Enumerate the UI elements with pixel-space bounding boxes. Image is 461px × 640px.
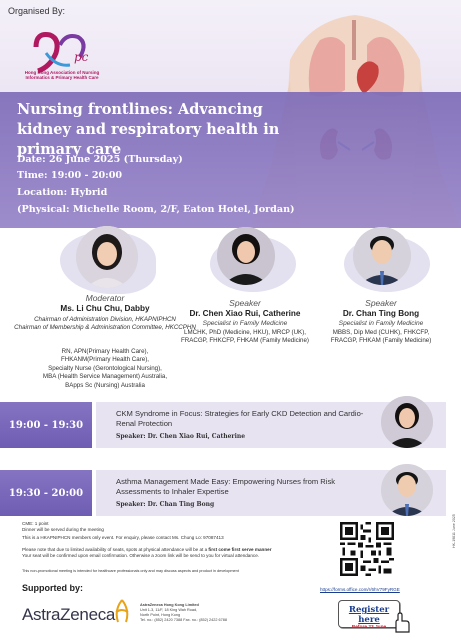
sponsor-address-line: Tel. no.: (852) 2420 7388 Fax. no.: (852) 2422 6788 [140,618,227,622]
moderator-photo [76,226,138,288]
logo-caption: Hong Kong Association of Nursing Informatics & Primary Health Care [24,70,100,80]
moderator-credential: BApps Sc (Nursing) Australia [65,381,145,389]
speaker1-photo [217,227,275,285]
svg-text:pc: pc [74,50,89,64]
speaker2-title: Specialist in Family Medicine [338,320,424,327]
event-venue: (Physical: Michelle Room, 2/F, Eaton Hotel, Jordan) [17,204,295,215]
notes-block [22,521,322,574]
speaker2-role: Speaker [365,298,397,308]
moderator-credential: FHKANM(Primary Health Care), [60,356,149,364]
moderator-name: Ms. Li Chu Chu, Dabby [60,304,150,313]
sponsor-address-line: Unit 1-3, 11/F, 18 King Wah Road, [140,608,198,612]
dinner-note: Dinner will be served during the meeting [22,527,104,532]
moderator-credentials [10,348,200,390]
pointing-hand-icon [392,612,412,634]
disclaimer: This non-promotional meeting is intended for healthcare professionals only and may discuss aspects and product in development [22,569,239,573]
seats-note-emphasis: first come first serve manner [208,547,272,552]
moderator-title-2: Chairman of Membership & Administration Committee, HKCCPHN [14,324,196,332]
event-title: Nursing frontlines: Advancing kidney and respiratory health in primary care [17,101,280,158]
session2-time: 19:30 - 20:00 [0,470,92,516]
sponsor-address-line: AstraZeneca Hong Kong Limited [140,603,199,607]
members-note: This is a HKAPNIPHCN members only event. For enquiry, please contact Ms. Chung Lo: 97087413 [22,535,224,540]
speaker2-photo [353,227,411,285]
sponsor-address [140,603,230,623]
astrazeneca-symbol-icon [112,598,132,624]
register-button[interactable] [338,600,400,628]
speaker2-name: Dr. Chan Ting Bong [342,309,420,318]
speaker2-credentials [316,329,446,345]
sponsor-address-line: North Point, Hong Kong [140,613,181,617]
speaker1-credentials [158,329,332,345]
speaker1-name: Dr. Chen Xiao Rui, Catherine [189,309,301,318]
session2-speaker: Speaker: Dr. Chan Ting Bong [116,501,215,508]
speaker1-role: Speaker [229,298,261,308]
moderator-title-1: Chairman of Administration Division, HKAPNIPHCN [34,316,176,323]
astrazeneca-logo: AstraZeneca [22,605,116,624]
document-code: HK-19811 June 2025 [452,514,456,548]
session2-speaker-photo [381,464,433,516]
register-button-label: Register here [348,605,390,625]
cme-note: CME: 1 point [22,521,49,526]
organised-by-label: Organised By: [8,6,66,16]
session1-speaker: Speaker: Dr. Chen Xiao Rui, Catherine [116,433,246,440]
speaker2-credential: FRACGP, FHKAM (Family Medicine) [330,337,432,344]
moderator-credential: MBA (Health Service Management) Australia, [42,373,168,381]
event-location: Location: Hybrid [17,187,108,198]
seats-note-text: Please note that due to limited availability of seats, spots at physical attendance will be at a [22,547,209,552]
speaker1-credential: LMCHK, PhD (Medicine, HKU), MRCP (UK), [184,329,306,336]
speaker1-title: Specialist in Family Medicine [202,320,288,327]
session2-title: Asthma Management Made Easy: Empowering Nurses from Risk Assessments to Inhaler Expertise [116,477,336,496]
event-time: Time: 19:00 - 20:00 [17,170,123,181]
event-date: Date: 26 June 2025 (Thursday) [17,154,183,165]
supported-by-label: Supported by: [22,583,83,593]
speaker1-credential: FRACGP, FHKCFP, FHKAM (Family Medicine) [180,337,309,344]
register-deadline: Before 23 June [351,625,387,630]
moderator-credential: Specialty Nurse (Gerontological Nursing), [48,364,162,372]
session1-speaker-photo [381,396,433,448]
registration-link[interactable]: https://forms.office.com/r/6hV79FyRGE [320,587,400,592]
session1-time: 19:00 - 19:30 [0,402,92,448]
speaker2-credential: MBBS, Dip Med (CUHK), FHKCFP, [332,329,430,336]
session1-title: CKM Syndrome in Focus: Strategies for Early CKD Detection and Cardio-Renal Protection [116,409,364,428]
confirm-note: Your seat will be confirmed upon email confirmation. Otherwise a zoom link will be send to you for virtual attendance. [22,553,260,558]
registration-qr-code[interactable] [340,522,394,576]
moderator-role: Moderator [85,293,125,303]
moderator-credential: RN, APN(Primary Health Care), [61,348,149,355]
